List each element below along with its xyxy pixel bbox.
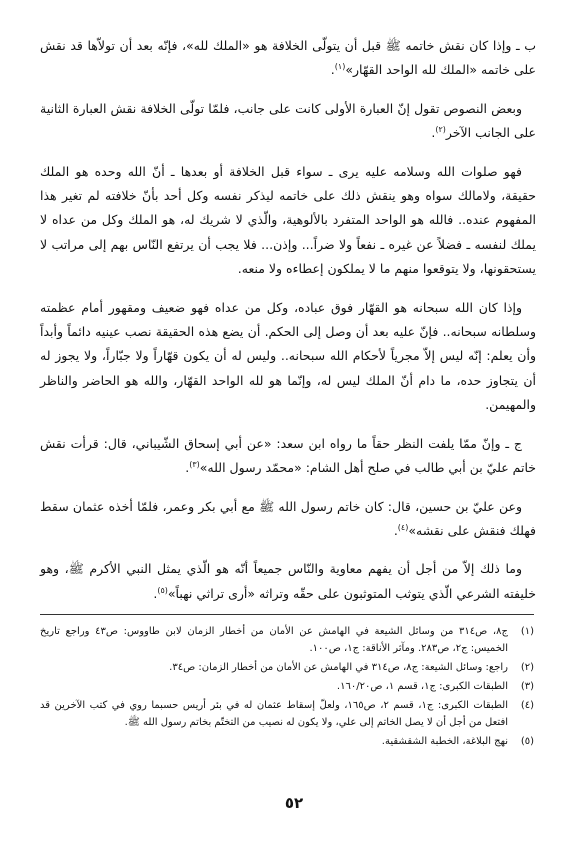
footnote-1 <box>40 623 534 657</box>
footnote-text: الطبقات الكبرى: ج١، قسم ٢، ص١٦٥، ولعلّ إسقاط عثمان له في بئر أريس حسبما روي في كتب الآخرين قد افتعل من أجل أن لا يصل الخاتم إلى علي، ولا يكون له نصيب من التختّم بخاتم رسول الله ﷺ. <box>40 700 508 728</box>
page-number: ٥٢ <box>284 794 304 812</box>
paragraph-2: وبعض النصوص تقول إنّ العبارة الأولى كانت على جانب، فلمّا تولّى الخلافة نقش العبارة الثانية على الجانب الآخر$^{(٢)}$. <box>40 100 536 141</box>
footnote-number: (٤) <box>520 700 534 711</box>
note-ref-4: (٤) <box>397 522 409 532</box>
note-ref-1: (١) <box>334 62 346 72</box>
body-text <box>40 34 536 606</box>
note-ref-3: (٣) <box>189 459 200 469</box>
footnote-3 <box>40 678 534 695</box>
footnote-4 <box>40 697 534 731</box>
paragraph-5: ج ـ وإنّ ممّا يلفت النظر حقاً ما رواه ابن سعد: «عن أبي إسحاق الشّيباني، قال: قرأت نقش خاتم عليّ بن أبي طالب في صلح أهل الشام: «محمّد رسول الله»$^{(٣)}$. <box>40 435 536 476</box>
note-ref-2: (٢) <box>435 125 446 135</box>
footnotes <box>40 614 534 752</box>
footnote-number: (١) <box>520 626 534 637</box>
footnote-number: (٢) <box>520 662 534 673</box>
footnote-5 <box>40 733 534 750</box>
footnote-2 <box>40 659 534 676</box>
paragraph-1: ب ـ وإذا كان نقش خاتمه ﷺ قبل أن يتولّى الخلافة هو «الملك لله»، فإنّه بعد أن تولاّها قد نقش على خاتمه «الملك لله الواحد القهّار»$^{(١)}$. <box>40 38 536 78</box>
footnote-text: الطبقات الكبرى: ج١، قسم ١، ص١٦٠/٢٠. <box>336 681 508 692</box>
footnote-text: راجع: وسائل الشيعة: ج٨، ص٣١٤ في الهامش عن الأمان من أخطار الزمان: ص٣٤. <box>169 662 508 673</box>
paragraph-3: فهو صلوات الله وسلامه عليه يرى ـ سواء قبل الخلافة أو بعدها ـ أنّ الله وحده هو الملك حقيقة، ولامالك سواه وهو ينقش ذلك على خاتمه ليذكر نفسه وكل أحد بأنّ خلافته لم تغير هذا المفهوم عنده.. فالله هو الواحد المتفرد بالألوهية، والّذي لا شريك له، هو الملك وكل من عداه لا يملك لنفسه ـ فضلاً عن غيره ـ نفعاً ولا ضراً... وإذن... فلا يجب أن يرتفع النّاس بهم إلى مراتب لا يستحقونها، ولا يتوقعوا منهم ما لا يملكون إعطاءه ولا منعه. <box>40 163 536 277</box>
paragraph-4: وإذا كان الله سبحانه هو القهّار فوق عباده، وكل من عداه فهو ضعيف ومقهور أمام عظمته وسلطانه سبحانه.. فإنّ عليه بعد أن وصل إلى الحكم. أن يضع هذه الحقيقة نصب عينيه دائماً وأبداً وأن يعلم: إنّه ليس إلاّ مجرياً لأحكام الله سبحانه.. وليس له أن يكون قهّاراً ولا جبّاراً، ولا يجوز له أن يتجاوز حده، ما دام أنّ الملك ليس له، وإنّما هو لله الواحد القهّار، والله هو الحاضر والناظر والمهيمن. <box>40 299 536 413</box>
footnote-text: ج٨، ص٣١٤ من وسائل الشيعة في الهامش عن الأمان من أخطار الزمان لابن طاووس: ص٤٣ وراجع تاريخ الخميس: ج٢، ص٢٨٣. ومآثر الأناقة: ج١، ص١٠٠. <box>40 626 508 654</box>
paragraph-6: وعن عليّ بن حسين، قال: كان خاتم رسول الله ﷺ مع أبي بكر وعمر، فلمّا أخذه عثمان سقط فهلك فنقش على نقشه»$^{(٤)}$. <box>40 498 536 538</box>
footnote-number: (٣) <box>520 681 534 692</box>
footnote-number: (٥) <box>520 736 534 747</box>
paragraph-7: وما ذلك إلاّ من أجل أن يفهم معاوية والنّاس جميعاً أنّه هو الّذي يمثل النبي الأكرم ﷺ، وهو خليفته الشرعي الّذي يتوثب المتوثبون على حقّه وتراثه «أرى تراثي نهباً»$^{(٥)}$. <box>40 561 536 601</box>
footnote-text: نهج البلاغة، الخطبة الشقشقية. <box>381 736 508 747</box>
note-ref-5: (٥) <box>157 585 168 595</box>
footnote-divider <box>40 614 534 615</box>
